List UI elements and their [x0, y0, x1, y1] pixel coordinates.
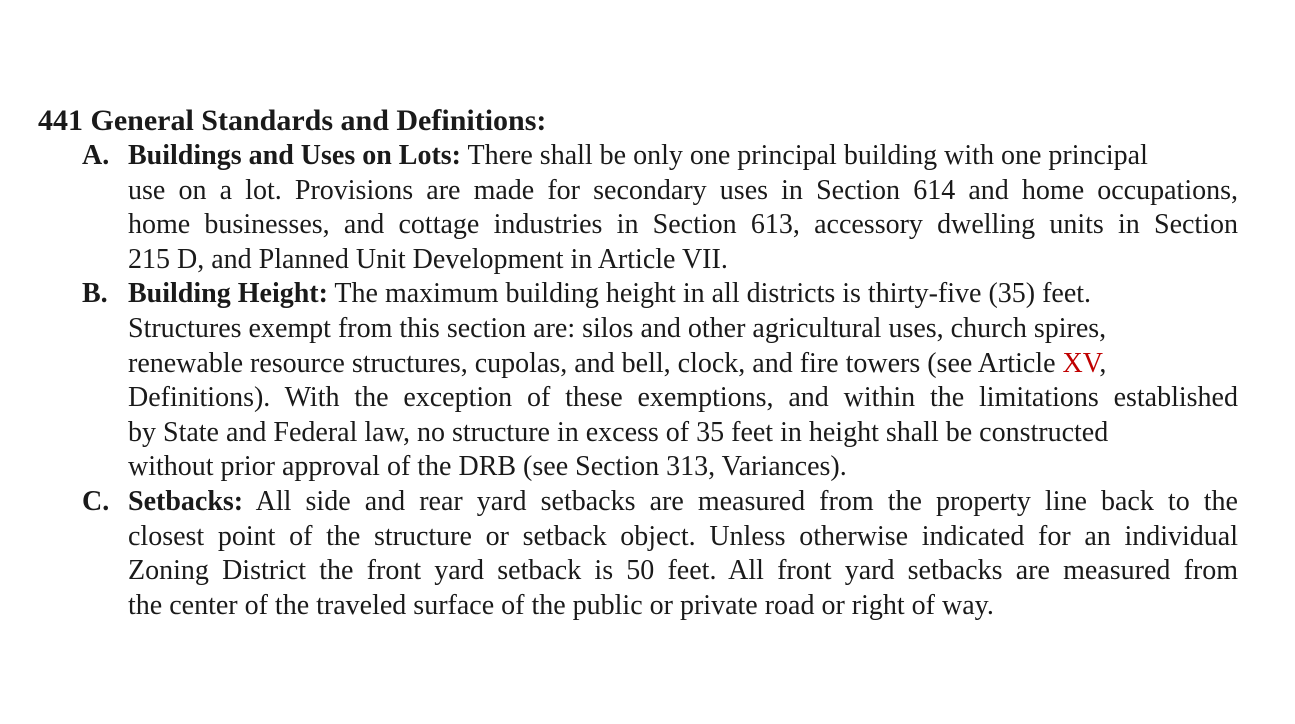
item-line: home businesses, and cottage industries in Section 613, accessory dwelling units in Section: [128, 209, 1238, 241]
article-link[interactable]: XV: [1062, 347, 1100, 379]
item-text: The maximum building height in all districts is thirty-five (35) feet.: [327, 278, 1092, 310]
item-line: without prior approval of the DRB (see Section 313, Variances).: [128, 451, 847, 483]
item-line: use on a lot. Provisions are made for secondary uses in Section 614 and home occupations,: [128, 174, 1238, 206]
item-line: [128, 485, 1238, 520]
item-line: [128, 139, 1238, 174]
item-text: All side and rear yard setbacks are measured from the property line back to the: [243, 485, 1238, 517]
list-item-b: [82, 277, 1238, 485]
item-title: Building Height:: [128, 278, 328, 310]
item-line: [128, 277, 1238, 312]
item-text: renewable resource structures, cupolas, and bell, clock, and fire towers (see Article: [128, 347, 1063, 379]
item-title: Buildings and Uses on Lots:: [128, 140, 462, 171]
item-line: the center of the traveled surface of the public or private road or right of way.: [128, 589, 994, 621]
item-line: [128, 347, 1238, 382]
item-line: 215 D, and Planned Unit Development in Article VII.: [128, 243, 728, 275]
document-page: [38, 103, 1238, 623]
section-heading: 441 General Standards and Definitions:: [38, 104, 547, 137]
item-line: by State and Federal law, no structure in excess of 35 feet in height shall be constructed: [128, 416, 1109, 448]
list-item-c: [82, 485, 1238, 623]
item-line: closest point of the structure or setback object. Unless otherwise indicated for an individual: [128, 520, 1238, 552]
item-line: Zoning District the front yard setback is 50 feet. All front yard setbacks are measured from: [128, 555, 1238, 587]
item-marker: C.: [82, 485, 110, 517]
list-item-a: [82, 139, 1238, 277]
item-marker: A.: [82, 140, 110, 171]
item-title: Setbacks:: [128, 485, 244, 517]
item-text: ,: [1099, 347, 1107, 379]
item-line: Structures exempt from this section are: silos and other agricultural uses, church spires,: [128, 312, 1107, 344]
item-line: Definitions). With the exception of these exemptions, and within the limitations established: [128, 382, 1238, 414]
item-marker: B.: [82, 278, 108, 310]
item-text: There shall be only one principal building with one principal: [461, 140, 1148, 171]
